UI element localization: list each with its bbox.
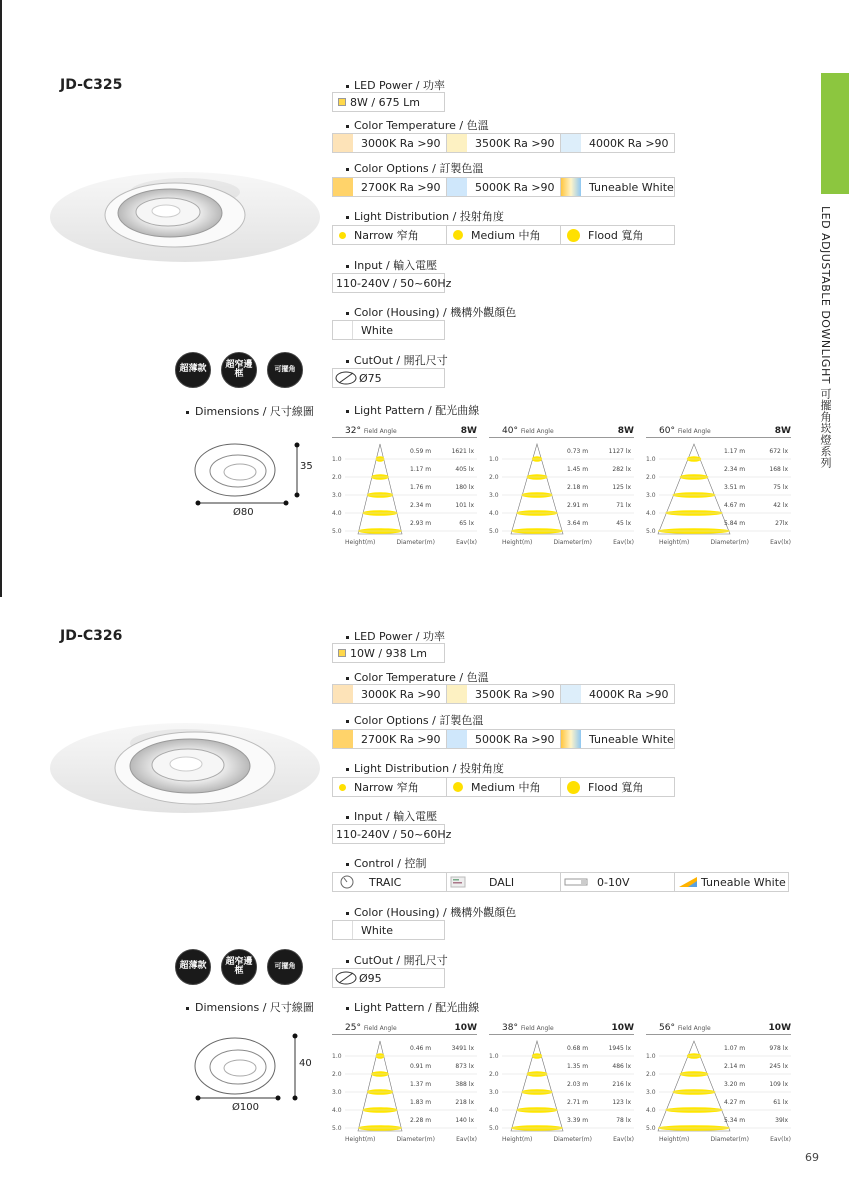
product-photo: [50, 157, 320, 287]
dist-narrow: Narrow 窄角: [332, 777, 447, 797]
co-2700k: 2700K Ra >90: [332, 177, 447, 197]
input-value: 110-240V / 50~60Hz: [332, 273, 445, 293]
height-label: 3.0: [332, 492, 342, 499]
height-axis-label: Height(m): [659, 1136, 690, 1143]
height-label: 2.0: [332, 474, 342, 481]
lux-value: 216 lx: [612, 1081, 631, 1088]
dimension-drawing: [190, 1028, 330, 1118]
lux-value: 3491 lx: [451, 1045, 474, 1052]
pattern-wattage: 8W: [460, 426, 477, 436]
lux-value: 27lx: [775, 520, 788, 527]
dim-height: 35: [300, 461, 313, 472]
ctrl-tuneable: Tuneable White: [674, 872, 789, 892]
height-axis-label: Height(m): [502, 539, 533, 546]
dist-flood: Flood 寬角: [560, 777, 675, 797]
lux-value: 61 lx: [773, 1099, 788, 1106]
pattern-wattage: 8W: [774, 426, 791, 436]
lux-value: 218 lx: [455, 1099, 474, 1106]
height-label: 4.0: [332, 1107, 342, 1114]
diameter-value: 1.07 m: [724, 1045, 746, 1052]
light-pattern-chart: [332, 1023, 477, 1143]
lux-value: 388 lx: [455, 1081, 474, 1088]
height-label: 4.0: [489, 1107, 499, 1114]
diameter-value: 2.28 m: [410, 1117, 432, 1124]
height-axis-label: Height(m): [659, 539, 690, 546]
dim-width: Ø100: [232, 1102, 259, 1113]
badge-ultra-thin: 超薄款: [175, 949, 211, 985]
power-icon: [338, 649, 346, 657]
pattern-footer: [345, 539, 477, 546]
cutout-row: [332, 368, 444, 388]
pattern-wattage: 10W: [611, 1023, 634, 1033]
height-label: 3.0: [489, 1089, 499, 1096]
field-angle: [502, 426, 554, 436]
housing-row: [332, 920, 444, 940]
height-label: 1.0: [646, 1053, 656, 1060]
height-label: 2.0: [646, 1071, 656, 1078]
diameter-value: 0.59 m: [410, 448, 432, 455]
co-tuneable: Tuneable White: [560, 177, 675, 197]
height-label: 4.0: [646, 1107, 656, 1114]
light-pattern-chart: [489, 426, 634, 546]
input-row: [332, 824, 452, 844]
color-options-row: [332, 177, 674, 197]
dimmer-icon: [333, 874, 363, 890]
tuneable-icon: [675, 874, 701, 890]
page-number: 69: [805, 1151, 819, 1164]
light-pattern-chart: [646, 1023, 791, 1143]
lux-value: 1621 lx: [451, 448, 474, 455]
cutout-icon: [333, 370, 359, 386]
cutout-icon: [333, 970, 359, 986]
distribution-label: Light Distribution / 投射角度: [346, 760, 504, 776]
diameter-axis-label: Diameter(m): [553, 539, 592, 546]
height-label: 1.0: [332, 456, 342, 463]
light-pattern-chart: [646, 426, 791, 546]
diameter-axis-label: Diameter(m): [553, 1136, 592, 1143]
section-color-tab: [821, 73, 849, 194]
light-pattern-chart: [332, 426, 477, 546]
diameter-value: 0.46 m: [410, 1045, 432, 1052]
lux-value: 123 lx: [612, 1099, 631, 1106]
height-label: 2.0: [489, 474, 499, 481]
field-angle: [502, 1023, 554, 1033]
height-label: 2.0: [646, 474, 656, 481]
field-angle-label: Field Angle: [363, 428, 397, 435]
height-label: 5.0: [489, 528, 499, 535]
height-label: 3.0: [646, 492, 656, 499]
diameter-value: 2.14 m: [724, 1063, 746, 1070]
lux-value: 101 lx: [455, 502, 474, 509]
feature-badges: [175, 352, 303, 388]
diameter-value: 2.91 m: [567, 502, 589, 509]
housing-cell: White: [332, 320, 445, 340]
diameter-value: 1.83 m: [410, 1099, 432, 1106]
badge-adjustable: [267, 352, 303, 388]
eav-axis-label: Eav(lx): [456, 1136, 477, 1143]
lux-value: 140 lx: [455, 1117, 474, 1124]
height-label: 1.0: [489, 456, 499, 463]
height-label: 4.0: [332, 510, 342, 517]
diameter-value: 2.71 m: [567, 1099, 589, 1106]
ct-3000k: 3000K Ra >90: [332, 684, 447, 704]
color-temp-label: Color Temperature / 色溫: [346, 117, 489, 133]
power-cell: [332, 92, 445, 112]
pattern-wattage: 8W: [617, 426, 634, 436]
height-label: 5.0: [646, 1125, 656, 1132]
height-label: 2.0: [489, 1071, 499, 1078]
lux-value: 75 lx: [773, 484, 788, 491]
feature-badges: [175, 949, 303, 985]
field-angle: [659, 426, 711, 436]
co-2700k: 2700K Ra >90: [332, 729, 447, 749]
product-photo: [50, 708, 320, 838]
dali-icon: [447, 874, 483, 890]
badge-narrow-frame: 超窄邊框: [221, 949, 257, 985]
color-temp-row: [332, 133, 674, 153]
field-angle: [345, 1023, 397, 1033]
diameter-value: 1.35 m: [567, 1063, 589, 1070]
diameter-value: 5.34 m: [724, 1117, 746, 1124]
input-label: Input / 輸入電壓: [346, 808, 437, 824]
control-label: Control / 控制: [346, 855, 426, 871]
eav-axis-label: Eav(lx): [456, 539, 477, 546]
pattern-label: Light Pattern / 配光曲線: [346, 402, 479, 418]
eav-axis-label: Eav(lx): [770, 539, 791, 546]
diameter-axis-label: Diameter(m): [396, 539, 435, 546]
lux-value: 65 lx: [459, 520, 474, 527]
badge-ultra-thin: 超薄款: [175, 352, 211, 388]
pattern-label: Light Pattern / 配光曲線: [346, 999, 479, 1015]
dimensions-label: Dimensions / 尺寸線圖: [186, 403, 314, 419]
pattern-wattage: 10W: [454, 1023, 477, 1033]
pattern-header: [489, 426, 634, 438]
lux-value: 180 lx: [455, 484, 474, 491]
height-axis-label: Height(m): [345, 1136, 376, 1143]
diameter-value: 0.68 m: [567, 1045, 589, 1052]
housing-label: Color (Housing) / 機構外觀顏色: [346, 904, 516, 920]
model-name: JD-C325: [60, 77, 123, 93]
light-patterns: [332, 426, 791, 546]
co-5000k: 5000K Ra >90: [446, 729, 561, 749]
lux-value: 168 lx: [769, 466, 788, 473]
field-angle-value: 25°: [345, 1023, 361, 1033]
light-pattern-chart: [489, 1023, 634, 1143]
diameter-value: 3.51 m: [724, 484, 746, 491]
ct-3000k: 3000K Ra >90: [332, 133, 447, 153]
pattern-footer: [502, 1136, 634, 1143]
diameter-value: 2.03 m: [567, 1081, 589, 1088]
field-angle-value: 56°: [659, 1023, 675, 1033]
housing-label: Color (Housing) / 機構外觀顏色: [346, 304, 516, 320]
height-label: 5.0: [489, 1125, 499, 1132]
badge-adjustable-label: 可擺角: [274, 365, 296, 374]
power-cell: [332, 643, 445, 663]
field-angle-label: Field Angle: [677, 1025, 711, 1032]
cone-diagram: [489, 1037, 634, 1133]
height-label: 5.0: [646, 528, 656, 535]
light-patterns: [332, 1023, 791, 1143]
badge-adjustable: [267, 949, 303, 985]
lux-value: 45 lx: [616, 520, 631, 527]
badge-narrow-frame: 超窄邊框: [221, 352, 257, 388]
input-value: 110-240V / 50~60Hz: [332, 824, 445, 844]
diameter-value: 1.17 m: [410, 466, 432, 473]
model-name: JD-C326: [60, 628, 123, 644]
pattern-header: [646, 426, 791, 438]
ct-4000k: 4000K Ra >90: [560, 684, 675, 704]
pattern-header: [332, 1023, 477, 1035]
field-angle-label: Field Angle: [363, 1025, 397, 1032]
diameter-value: 4.27 m: [724, 1099, 746, 1106]
field-angle-value: 32°: [345, 426, 361, 436]
dist-flood: Flood 寬角: [560, 225, 675, 245]
dist-medium: Medium 中角: [446, 777, 561, 797]
height-label: 1.0: [646, 456, 656, 463]
pattern-header: [489, 1023, 634, 1035]
field-angle-value: 38°: [502, 1023, 518, 1033]
diameter-axis-label: Diameter(m): [710, 1136, 749, 1143]
field-angle-value: 60°: [659, 426, 675, 436]
pattern-wattage: 10W: [768, 1023, 791, 1033]
height-label: 5.0: [332, 528, 342, 535]
lux-value: 125 lx: [612, 484, 631, 491]
eav-axis-label: Eav(lx): [613, 539, 634, 546]
cutout-row: [332, 968, 444, 988]
lux-value: 486 lx: [612, 1063, 631, 1070]
field-angle-label: Field Angle: [677, 428, 711, 435]
diameter-value: 1.45 m: [567, 466, 589, 473]
badge-adjustable-label: 可擺角: [274, 962, 296, 971]
dist-medium: Medium 中角: [446, 225, 561, 245]
height-label: 5.0: [332, 1125, 342, 1132]
cone-diagram: [332, 1037, 477, 1133]
co-5000k: 5000K Ra >90: [446, 177, 561, 197]
diameter-value: 2.34 m: [724, 466, 746, 473]
ct-3500k: 3500K Ra >90: [446, 684, 561, 704]
color-temp-row: [332, 684, 674, 704]
color-options-row: [332, 729, 674, 749]
cutout-label: CutOut / 開孔尺寸: [346, 952, 448, 968]
power-row: [332, 92, 444, 112]
diameter-value: 0.73 m: [567, 448, 589, 455]
co-tuneable: Tuneable White: [560, 729, 675, 749]
lux-value: 672 lx: [769, 448, 788, 455]
diameter-value: 1.76 m: [410, 484, 432, 491]
distribution-row: [332, 225, 674, 245]
diameter-value: 2.18 m: [567, 484, 589, 491]
lux-value: 405 lx: [455, 466, 474, 473]
lux-value: 78 lx: [616, 1117, 631, 1124]
dimension-drawing: [190, 435, 330, 525]
color-options-label: Color Options / 訂製色溫: [346, 160, 483, 176]
ct-3500k: 3500K Ra >90: [446, 133, 561, 153]
power-value: 8W / 675 Lm: [350, 95, 420, 109]
lux-value: 282 lx: [612, 466, 631, 473]
diameter-value: 0.91 m: [410, 1063, 432, 1070]
lux-value: 978 lx: [769, 1045, 788, 1052]
field-angle: [345, 426, 397, 436]
power-label: LED Power / 功率: [346, 77, 445, 93]
height-label: 3.0: [646, 1089, 656, 1096]
height-label: 1.0: [489, 1053, 499, 1060]
diameter-value: 4.67 m: [724, 502, 746, 509]
lux-value: 42 lx: [773, 502, 788, 509]
lux-value: 245 lx: [769, 1063, 788, 1070]
diameter-value: 1.17 m: [724, 448, 746, 455]
0-10v-icon: [561, 874, 595, 890]
height-label: 1.0: [332, 1053, 342, 1060]
diameter-axis-label: Diameter(m): [710, 539, 749, 546]
color-temp-label: Color Temperature / 色溫: [346, 669, 489, 685]
field-angle: [659, 1023, 711, 1033]
pattern-footer: [502, 539, 634, 546]
height-label: 2.0: [332, 1071, 342, 1078]
field-angle-value: 40°: [502, 426, 518, 436]
cone-diagram: [646, 440, 791, 536]
diameter-axis-label: Diameter(m): [396, 1136, 435, 1143]
diameter-value: 3.64 m: [567, 520, 589, 527]
control-row: [332, 872, 788, 892]
height-label: 4.0: [489, 510, 499, 517]
lux-value: 39lx: [775, 1117, 788, 1124]
left-divider-line: [0, 0, 2, 597]
cutout-cell: Ø75: [332, 368, 445, 388]
power-value: 10W / 938 Lm: [350, 646, 427, 660]
color-options-label: Color Options / 訂製色溫: [346, 712, 483, 728]
dim-height: 40: [299, 1058, 312, 1069]
pattern-footer: [659, 1136, 791, 1143]
height-axis-label: Height(m): [345, 539, 376, 546]
lux-value: 109 lx: [769, 1081, 788, 1088]
distribution-label: Light Distribution / 投射角度: [346, 208, 504, 224]
eav-axis-label: Eav(lx): [770, 1136, 791, 1143]
height-axis-label: Height(m): [502, 1136, 533, 1143]
field-angle-label: Field Angle: [520, 428, 554, 435]
input-label: Input / 輸入電壓: [346, 257, 437, 273]
input-row: [332, 273, 452, 293]
ctrl-dali: DALI: [446, 872, 561, 892]
lux-value: 1127 lx: [608, 448, 631, 455]
cutout-label: CutOut / 開孔尺寸: [346, 352, 448, 368]
pattern-footer: [659, 539, 791, 546]
power-label: LED Power / 功率: [346, 628, 445, 644]
power-row: [332, 643, 444, 663]
diameter-value: 2.93 m: [410, 520, 432, 527]
housing-cell: White: [332, 920, 445, 940]
diameter-value: 1.37 m: [410, 1081, 432, 1088]
diameter-value: 5.84 m: [724, 520, 746, 527]
diameter-value: 3.39 m: [567, 1117, 589, 1124]
eav-axis-label: Eav(lx): [613, 1136, 634, 1143]
height-label: 3.0: [489, 492, 499, 499]
lux-value: 1945 lx: [608, 1045, 631, 1052]
distribution-row: [332, 777, 674, 797]
cone-diagram: [332, 440, 477, 536]
power-icon: [338, 98, 346, 106]
height-label: 4.0: [646, 510, 656, 517]
ctrl-0-10v: 0-10V: [560, 872, 675, 892]
dim-width: Ø80: [233, 507, 254, 518]
height-label: 3.0: [332, 1089, 342, 1096]
diameter-value: 3.20 m: [724, 1081, 746, 1088]
pattern-header: [332, 426, 477, 438]
pattern-footer: [345, 1136, 477, 1143]
dist-narrow: Narrow 窄角: [332, 225, 447, 245]
lux-value: 873 lx: [455, 1063, 474, 1070]
ctrl-traic: TRAIC: [332, 872, 447, 892]
cutout-cell: Ø95: [332, 968, 445, 988]
sidebar-title: LED ADJUSTABLE DOWNLIGHT 可擺角崁燈系列: [819, 206, 832, 469]
cone-diagram: [489, 440, 634, 536]
dimensions-label: Dimensions / 尺寸線圖: [186, 999, 314, 1015]
cone-diagram: [646, 1037, 791, 1133]
pattern-header: [646, 1023, 791, 1035]
ct-4000k: 4000K Ra >90: [560, 133, 675, 153]
field-angle-label: Field Angle: [520, 1025, 554, 1032]
diameter-value: 2.34 m: [410, 502, 432, 509]
housing-row: [332, 320, 444, 340]
lux-value: 71 lx: [616, 502, 631, 509]
